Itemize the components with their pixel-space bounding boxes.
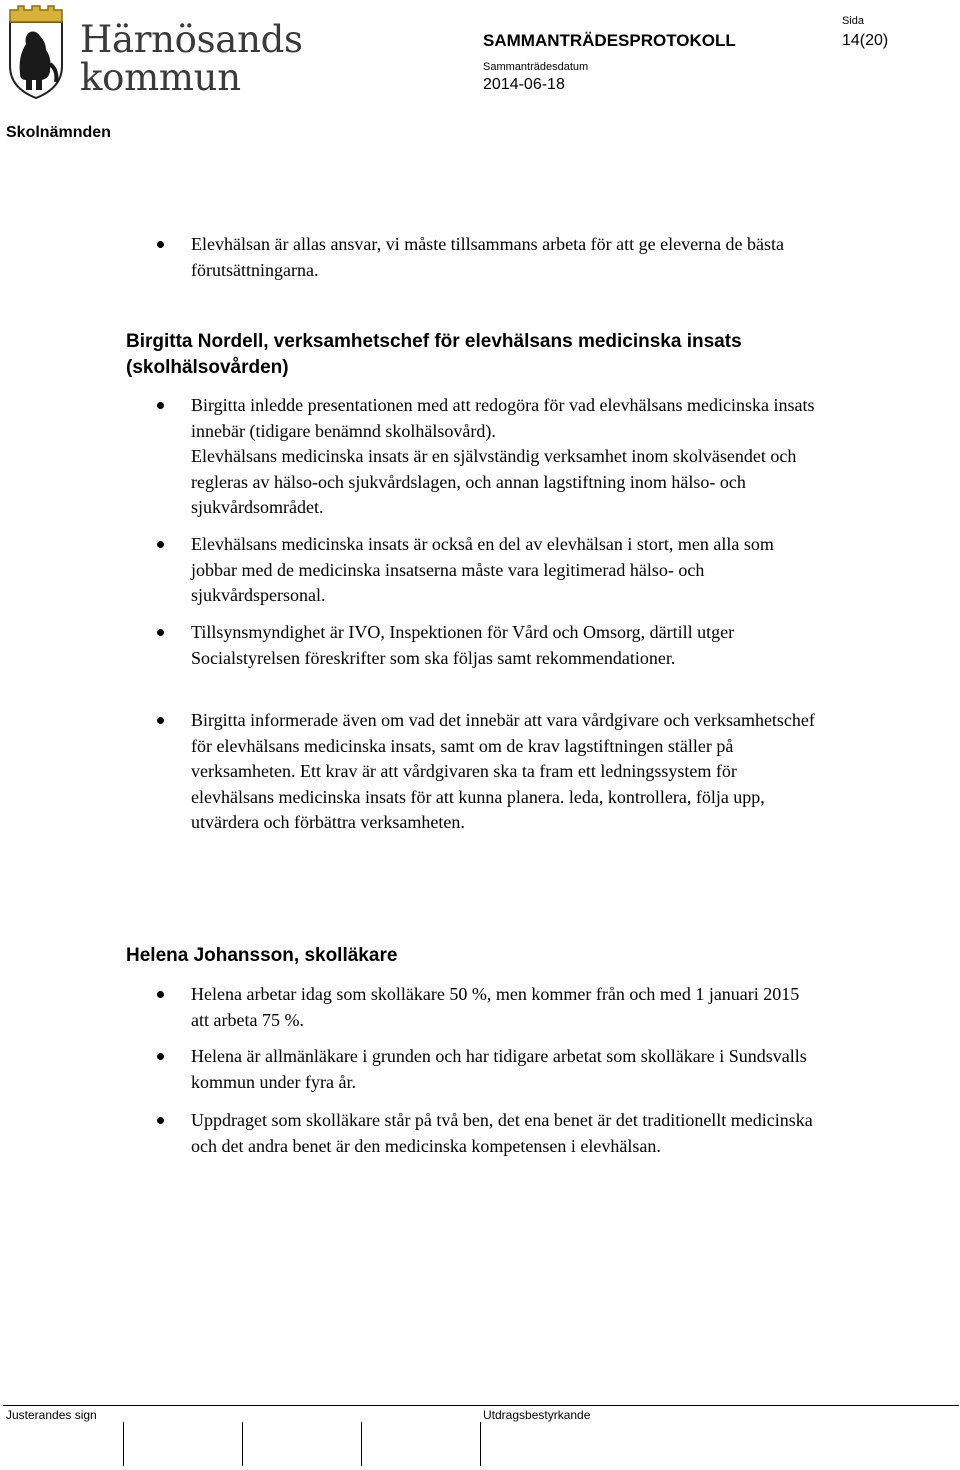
- signature-box-divider: [123, 1422, 124, 1466]
- committee-name: Skolnämnden: [6, 124, 111, 141]
- signature-box-divider: [480, 1422, 481, 1466]
- section1-bullet-1: Birgitta inledde presentationen med att redogöra för vad elevhälsans medicinska insats innebär (tidigare benämnd skolhälsovård).: [191, 393, 816, 444]
- meeting-date-value: 2014-06-18: [483, 76, 565, 93]
- meeting-date-label: Sammanträdesdatum: [483, 61, 589, 73]
- section1-bullet-4: Tillsynsmyndighet är IVO, Inspektionen för Vård och Omsorg, därtill utger Socialstyrelsen föreskrifter som ska följas samt rekommendationer.: [191, 620, 816, 671]
- signature-box-divider: [242, 1422, 243, 1466]
- page-label: Sida: [842, 15, 865, 27]
- section-heading-helena: Helena Johansson, skolläkare: [126, 945, 398, 966]
- section2-bullet-1: Helena arbetar idag som skolläkare 50 %, men kommer från och med 1 januari 2015 att arbeta 75 %.: [191, 982, 816, 1033]
- section-heading-birgitta: Birgitta Nordell, verksamhetschef för elevhälsans medicinska insats (skolhälsovården): [126, 331, 742, 378]
- utdragsbestyrkande-label: Utdragsbestyrkande: [483, 1408, 591, 1422]
- section2-bullet-3: Uppdraget som skolläkare står på två ben, det ena benet är det traditionellt medicinska och det andra benet är den medicinska kompetensen i elevhälsan.: [191, 1108, 816, 1159]
- logo-text-line2: kommun: [80, 56, 241, 99]
- section2-bullet-2: Helena är allmänläkare i grunden och har tidigare arbetat som skolläkare i Sundsvalls kommun under fyra år.: [191, 1044, 816, 1095]
- signature-box-divider: [361, 1422, 362, 1466]
- footer-divider: [3, 1405, 959, 1406]
- municipal-coat-of-arms-icon: [6, 4, 66, 100]
- section1-bullet-5: Birgitta informerade även om vad det innebär att vara vårdgivare och verksamhetschef för elevhälsans medicinska insats, samt om de krav lagstiftningen ställer på verksamheten. Ett krav är att vårdgivaren ska ta fram ett ledningssystem för elevhälsans medicinska insats för att kunna planera. leda, kontrollera, följa upp, utvärdera och förbättra verksamheten.: [191, 708, 816, 836]
- justerandes-sign-label: Justerandes sign: [6, 1408, 97, 1422]
- logo-text-line1: Härnösands: [80, 18, 303, 61]
- document-title: SAMMANTRÄDESPROTOKOLL: [483, 31, 736, 50]
- section1-bullet-3: Elevhälsans medicinska insats är också en del av elevhälsan i stort, men alla som jobbar med de medicinska insatserna måste vara legitimerad hälso- och sjukvårdspersonal.: [191, 532, 816, 609]
- intro-bullet-1: Elevhälsan är allas ansvar, vi måste tillsammans arbeta för att ge eleverna de bästa förutsättningarna.: [191, 232, 816, 283]
- page-number: 14(20): [842, 32, 889, 49]
- section1-paragraph-2: Elevhälsans medicinska insats är en självständig verksamhet inom skolväsendet och regleras av hälso-och sjukvårdslagen, och annan lagstiftning inom hälso- och sjukvårdsområdet.: [191, 446, 797, 517]
